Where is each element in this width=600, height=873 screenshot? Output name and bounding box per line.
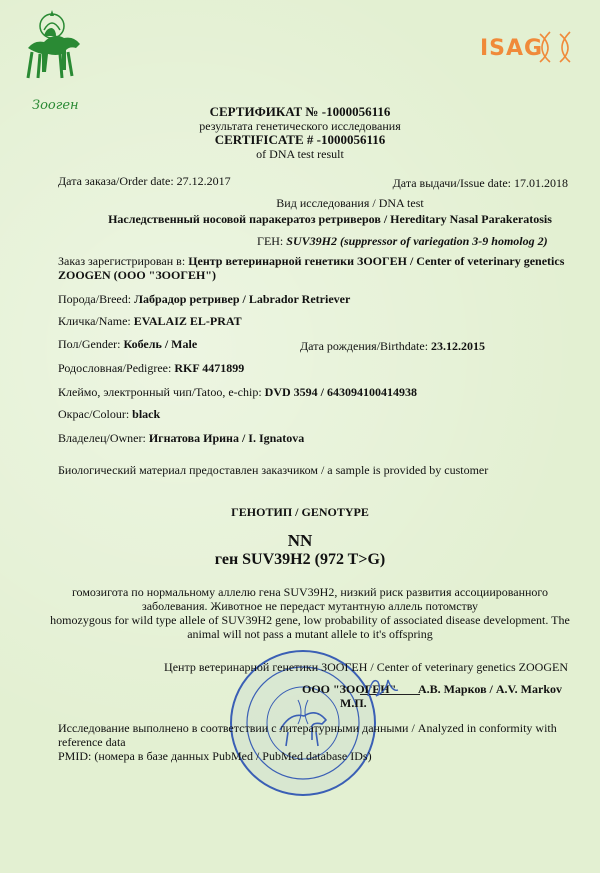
owner-value: Игнатова Ирина / I. Ignatova <box>148 431 305 445</box>
brand-name: Зооген <box>32 98 79 113</box>
owner-line <box>58 431 304 446</box>
dna-helix-icon <box>536 28 580 68</box>
registered-value: Центр ветеринарной генетики ЗООГЕН / Center of veterinary genetics <box>188 254 565 268</box>
gene-line <box>257 234 548 249</box>
interp-en-2: animal will not pass a mutant allele to it's offspring <box>187 627 433 641</box>
isag-label: ISAG <box>480 36 544 61</box>
sample-note: Биологический материал предоставлен заказчиком / a sample is provided by customer <box>58 463 489 477</box>
footer-ref-2: reference data <box>58 735 126 749</box>
name-label: Кличка/Name: <box>58 314 134 328</box>
birth-line <box>300 339 485 354</box>
zoogen-logo <box>14 8 94 118</box>
subtitle-en: of DNA test result <box>256 147 344 161</box>
chip-label: Клеймо, электронный чип/Tatoo, e-chip: <box>58 385 265 399</box>
signature-center: Центр ветеринарной генетики ЗООГЕН / Center of veterinary genetics ZOOGEN <box>164 660 568 674</box>
chip-value: DVD 3594 / 643094100414938 <box>264 385 417 399</box>
issue-date: Дата выдачи/Issue date: 17.01.2018 <box>392 176 568 190</box>
stamp-mp: М.П. <box>340 696 367 710</box>
registered-line-2: ZOOGEN (ООО "ЗООГЕН") <box>58 268 216 282</box>
breed-label: Порода/Breed: <box>58 292 135 306</box>
pedigree-line <box>58 361 244 376</box>
title-en: CERTIFICATE # -1000056116 <box>214 132 386 147</box>
footer-pmid: PMID: (номера в базе данных PubMed / PubMed database IDs) <box>58 749 372 763</box>
horse-rider-icon <box>14 8 94 103</box>
birth-value: 23.12.2015 <box>431 339 486 353</box>
gene-label: ГЕН: <box>257 234 287 248</box>
interp-en-1: homozygous for wild type allele of SUV39H2 gene, low probability of associated disease development. The <box>50 613 570 627</box>
pedigree-label: Родословная/Pedigree: <box>58 361 175 375</box>
birth-label: Дата рождения/Birthdate: <box>300 339 432 353</box>
title-ru: СЕРТИФИКАТ № -1000056116 <box>209 104 391 119</box>
signature-org: ООО "ЗООГЕН" <box>302 682 397 696</box>
colour-label: Окрас/Colour: <box>58 407 133 421</box>
name-line <box>58 314 242 329</box>
handwritten-signature <box>362 672 402 702</box>
test-type: Вид исследования / DNA test <box>276 196 424 210</box>
signature-signer: А.В. Марков / A.V. Markov <box>417 682 562 696</box>
footer-ref-1: Исследование выполнено в соответствии с литературными данными / Analyzed in conformity with <box>58 721 557 735</box>
owner-label: Владелец/Owner: <box>58 431 149 445</box>
order-date: Дата заказа/Order date: 27.12.2017 <box>58 174 231 188</box>
interp-ru-2: заболевания. Животное не передаст мутантную аллель потомству <box>141 599 479 613</box>
isag-logo <box>480 28 580 78</box>
pedigree-value: RKF 4471899 <box>174 361 245 375</box>
gene-value: SUV39H2 (suppressor of variegation 3-9 homolog 2) <box>286 234 548 248</box>
registered-line-1 <box>58 254 564 269</box>
breed-value: Лабрадор ретривер / Labrador Retriever <box>134 292 351 306</box>
registered-label: Заказ зарегистрирован в: <box>58 254 189 268</box>
genotype-value: NN <box>287 531 313 550</box>
name-value: EVALAIZ EL-PRAT <box>133 314 242 328</box>
genotype-heading: ГЕНОТИП / GENOTYPE <box>231 505 369 519</box>
gender-label: Пол/Gender: <box>58 337 124 351</box>
genotype-gene: ген SUV39H2 (972 T>G) <box>214 551 386 568</box>
colour-line <box>58 407 160 422</box>
colour-value: black <box>132 407 161 421</box>
gender-line <box>58 337 197 352</box>
subtitle-ru: результата генетического исследования <box>199 119 401 133</box>
chip-line <box>58 385 417 400</box>
test-name: Наследственный носовой паракератоз ретриверов / Hereditary Nasal Parakeratosis <box>108 212 552 226</box>
breed-line <box>58 292 350 307</box>
interp-ru-1: гомозигота по нормальному аллелю гена SUV39H2, низкий риск развития ассоциированного <box>71 585 549 599</box>
gender-value: Кобель / Male <box>123 337 198 351</box>
